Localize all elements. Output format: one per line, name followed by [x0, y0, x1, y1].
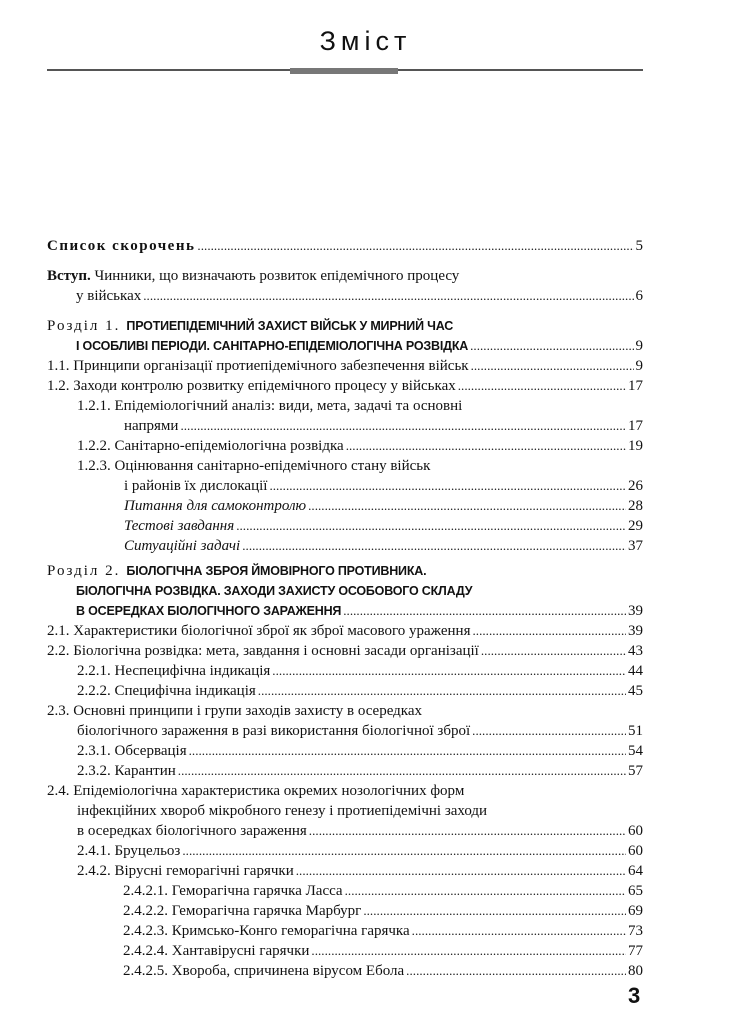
toc-entry-1-2-1-cont [47, 416, 643, 436]
toc-page-number: 28 [628, 498, 643, 514]
dot-leader [296, 861, 626, 881]
toc-entry-text: і районів їх дислокації [124, 478, 268, 494]
toc-entry-text: у військах [76, 288, 142, 304]
dot-leader [258, 681, 626, 701]
toc-page-number: 77 [628, 943, 643, 959]
dot-leader [458, 376, 626, 396]
toc-entry-abbreviations[interactable] [47, 236, 643, 256]
toc-entry-text: 2.2. Біологічна розвідка: мета, завдання і основні засади організації [47, 643, 479, 659]
toc-entry-text: 2.4.2.3. Кримсько-Конго геморагічна гарячка [123, 923, 410, 939]
toc-entry-self-control[interactable] [47, 496, 643, 516]
toc-page-number: 43 [628, 643, 643, 659]
toc-entry-text: інфекційних хвороб мікробного генезу і протиепідемічні заходи [77, 803, 488, 819]
toc-entry-2-3-2[interactable] [47, 761, 643, 781]
toc-entry-2-3-1[interactable] [47, 741, 643, 761]
toc-page-number: 69 [628, 903, 643, 919]
toc-entry-text: Чинники, що визначають розвиток епідемічного процесу [94, 268, 460, 284]
toc-page-number: 73 [628, 923, 643, 939]
toc-page-number: 51 [628, 723, 643, 739]
toc-entry-text: напрями [124, 418, 179, 434]
toc-entry-label: Список скорочень [47, 238, 196, 254]
dot-leader [242, 536, 626, 556]
dot-leader [272, 661, 626, 681]
toc-entry-2-4-2-1[interactable] [47, 881, 643, 901]
toc-entry-text: Ситуаційні задачі [124, 538, 241, 554]
toc-page-number: 39 [628, 603, 643, 619]
toc-entry-2-4-cont [47, 821, 643, 841]
dot-leader [143, 286, 633, 306]
toc-page-number: 60 [628, 843, 643, 859]
toc-entry-text: 1.1. Принципи організації протиепідемічного забезпечення військ [47, 358, 469, 374]
toc-entry-2-1[interactable] [47, 621, 643, 641]
toc-page-number: 64 [628, 863, 643, 879]
dot-leader [180, 416, 626, 436]
toc-entry-2-4[interactable] [47, 781, 643, 801]
title-underline-accent [290, 68, 398, 74]
toc-entry-intro[interactable] [47, 266, 643, 286]
dot-leader [189, 741, 626, 761]
toc-entry-label: Вступ. [47, 268, 91, 284]
dot-leader [269, 476, 626, 496]
chapter-prefix: Розділ 1. [47, 318, 121, 334]
dot-leader [472, 721, 626, 741]
dot-leader [309, 821, 626, 841]
toc-entry-2-4-2-3[interactable] [47, 921, 643, 941]
dot-leader [311, 941, 626, 961]
toc-entry-text: 2.4.2.1. Геморагічна гарячка Ласса [123, 883, 343, 899]
toc-entry-2-4-2-5[interactable] [47, 961, 643, 981]
toc-entry-1-2-1[interactable] [47, 396, 643, 416]
dot-leader [197, 236, 633, 256]
toc-chapter-1-cont [47, 336, 643, 356]
chapter-title: БІОЛОГІЧНА РОЗВІДКА. ЗАХОДИ ЗАХИСТУ ОСОБОВОГО СКЛАДУ [76, 584, 473, 598]
dot-leader [470, 336, 633, 356]
dot-leader [178, 761, 626, 781]
toc-entry-text: 2.4.2.4. Хантавірусні гарячки [123, 943, 310, 959]
dot-leader [182, 841, 626, 861]
toc-entry-1-2-2[interactable] [47, 436, 643, 456]
dot-leader [343, 601, 626, 621]
toc-entry-text: 2.4.2. Вірусні геморагічні гарячки [77, 863, 294, 879]
toc-entry-text: в осередках біологічного зараження [77, 823, 307, 839]
toc-entry-1-2-3[interactable] [47, 456, 643, 476]
toc-entry-2-4-1[interactable] [47, 841, 643, 861]
dot-leader [481, 641, 626, 661]
toc-entry-tests[interactable] [47, 516, 643, 536]
toc-entry-2-2-2[interactable] [47, 681, 643, 701]
dot-leader [406, 961, 626, 981]
toc-entry-text: Питання для самоконтролю [124, 498, 307, 514]
toc-page-number: 45 [628, 683, 643, 699]
toc-page-number: 17 [628, 378, 643, 394]
toc-entry-1-2-3-cont [47, 476, 643, 496]
toc-page-number: 9 [635, 358, 643, 374]
toc-entry-2-4-2-4[interactable] [47, 941, 643, 961]
toc-entry-text: 2.3.2. Карантин [77, 763, 176, 779]
toc-entry-text: 2.4.1. Бруцельоз [77, 843, 181, 859]
page-number: 3 [628, 983, 641, 1008]
toc-entry-2-3-cont [47, 721, 643, 741]
toc-entry-text: 2.3. Основні принципи і групи заходів захисту в осередках [47, 703, 423, 719]
chapter-title: В ОСЕРЕДКАХ БІОЛОГІЧНОГО ЗАРАЖЕННЯ [76, 604, 342, 618]
toc-entry-text: 2.2.2. Специфічна індикація [77, 683, 256, 699]
dot-leader [472, 621, 626, 641]
toc-entry-1-2[interactable] [47, 376, 643, 396]
toc-chapter-2[interactable] [47, 561, 643, 581]
toc-entry-text: 2.4.2.5. Хвороба, спричинена вірусом Ебола [123, 963, 405, 979]
dot-leader [412, 921, 626, 941]
toc-entry-text: 2.4. Епідеміологічна характеристика окремих нозологічних форм [47, 783, 465, 799]
toc-entry-2-2[interactable] [47, 641, 643, 661]
toc-page-number: 19 [628, 438, 643, 454]
toc-entry-2-4-2-2[interactable] [47, 901, 643, 921]
toc-page-number: 39 [628, 623, 643, 639]
toc-entry-2-3[interactable] [47, 701, 643, 721]
toc-page-number: 54 [628, 743, 643, 759]
toc-entry-1-1[interactable] [47, 356, 643, 376]
toc-entry-2-4-cont [47, 801, 643, 821]
toc-page-number: 65 [628, 883, 643, 899]
toc-entry-text: Тестові завдання [124, 518, 235, 534]
toc-page-number: 80 [628, 963, 643, 979]
toc-page-number: 26 [628, 478, 643, 494]
toc-entry-text: біологічного зараження в разі використання біологічної зброї [77, 723, 471, 739]
chapter-prefix: Розділ 2. [47, 563, 121, 579]
toc-entry-text: 1.2.2. Санітарно-епідеміологічна розвідка [77, 438, 344, 454]
toc-page-number: 17 [628, 418, 643, 434]
toc-entry-situational[interactable] [47, 536, 643, 556]
toc-page-number: 37 [628, 538, 643, 554]
chapter-title: І ОСОБЛИВІ ПЕРІОДИ. САНІТАРНО-ЕПІДЕМІОЛОГІЧНА РОЗВІДКА [76, 339, 469, 353]
dot-leader [308, 496, 626, 516]
dot-leader [345, 881, 626, 901]
toc-entry-text: 1.2.3. Оцінювання санітарно-епідемічного стану військ [77, 458, 431, 474]
toc-entry-text: 2.1. Характеристики біологічної зброї як зброї масового ураження [47, 623, 471, 639]
toc-chapter-2-cont [47, 601, 643, 621]
dot-leader [471, 356, 634, 376]
toc-chapter-1[interactable] [47, 316, 643, 336]
toc-entry-text: 2.2.1. Неспецифічна індикація [77, 663, 271, 679]
toc-entry-2-4-2[interactable] [47, 861, 643, 881]
toc-entry-text: 1.2.1. Епідеміологічний аналіз: види, мета, задачі та основні [77, 398, 463, 414]
toc-page-number: 60 [628, 823, 643, 839]
chapter-title: ПРОТИЕПІДЕМІЧНИЙ ЗАХИСТ ВІЙСЬК У МИРНИЙ ЧАС [126, 319, 454, 333]
toc-page-number: 9 [635, 338, 643, 354]
dot-leader [236, 516, 626, 536]
page-title: Зміст [319, 26, 412, 56]
toc-chapter-2-cont [47, 581, 643, 601]
toc-entry-text: 1.2. Заходи контролю розвитку епідемічного процесу у військах [47, 378, 456, 394]
dot-leader [346, 436, 626, 456]
toc-entry-text: 2.3.1. Обсервація [77, 743, 187, 759]
toc-page-number: 44 [628, 663, 643, 679]
toc-entry-intro-cont [47, 286, 643, 306]
chapter-title: БІОЛОГІЧНА ЗБРОЯ ЙМОВІРНОГО ПРОТИВНИКА. [126, 564, 427, 578]
toc-page-number: 57 [628, 763, 643, 779]
toc-page-number: 5 [635, 238, 643, 254]
toc-page-number: 6 [635, 288, 643, 304]
toc-entry-text: 2.4.2.2. Геморагічна гарячка Марбург [123, 903, 362, 919]
toc-page-number: 29 [628, 518, 643, 534]
toc-entry-2-2-1[interactable] [47, 661, 643, 681]
dot-leader [363, 901, 626, 921]
